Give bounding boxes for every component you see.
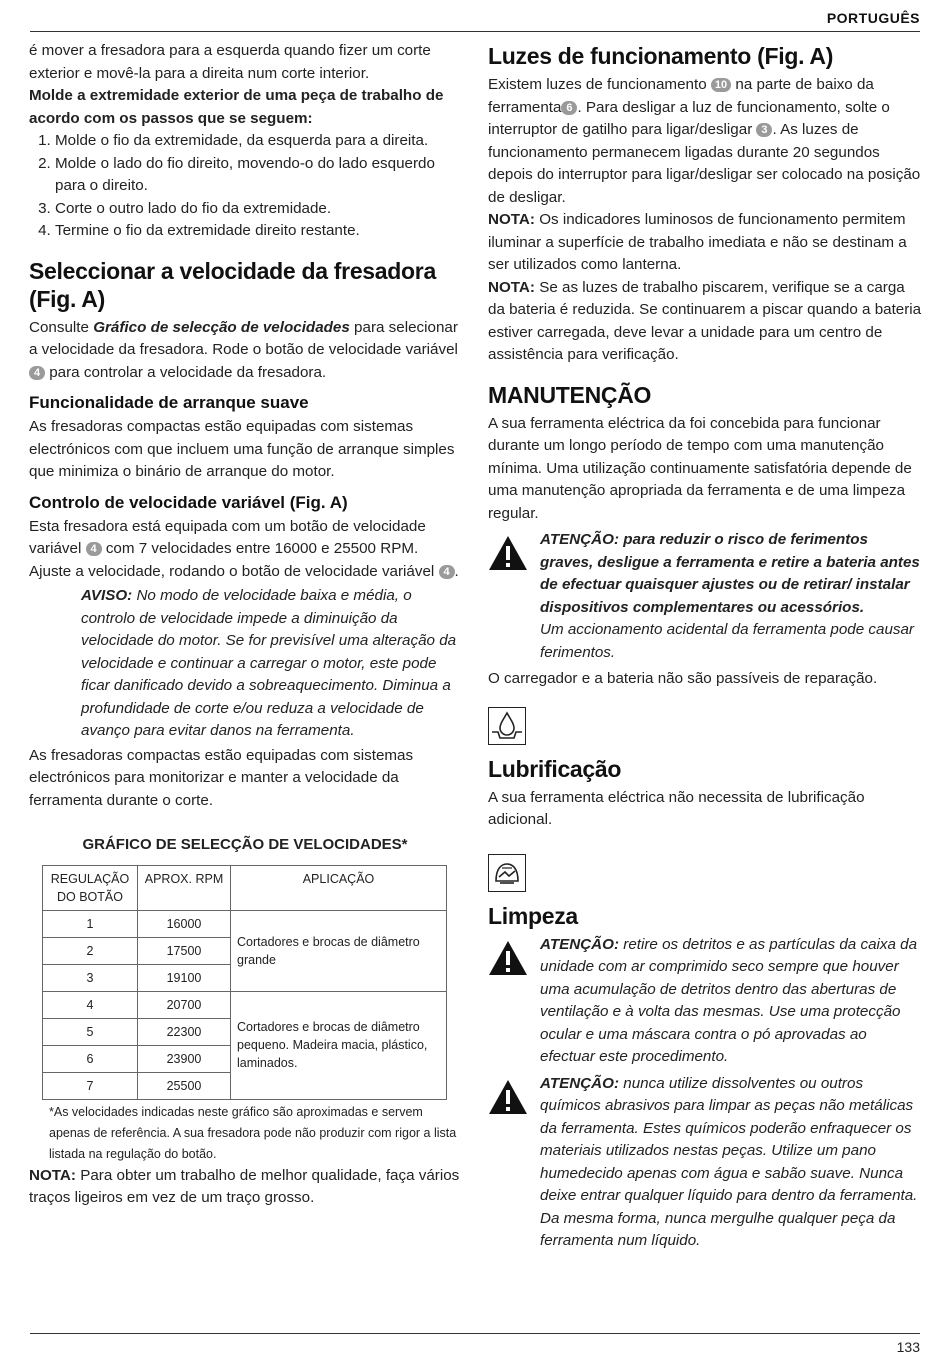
speed-text-4: para controlar a velocidade da fresadora. [49,363,327,381]
soft-start-paragraph: As fresadoras compactas estão equipadas com sistemas electrónicos com que incluem uma função de arranque simples que minimiza o binário de arranque do motor. [29,418,455,480]
table-header-row [43,865,447,910]
variable-speed-paragraph [29,516,461,584]
table-row [43,910,447,937]
nota-label: NOTA: [488,211,535,228]
cell-setting: 1 [43,910,138,937]
warning-text [540,1073,924,1253]
aviso-label: AVISO: [81,587,133,604]
table-footnote: *As velocidades indicadas neste gráfico são aproximadas e servem apenas de referência. A sua fresadora pode não produzir com rigor a lista listada na regulação do botão. [49,1104,457,1161]
aviso-text: No modo de velocidade baixa e média, o controlo de velocidade impede a diminuição da velocidade do motor. Se for previsível uma alteração da velocidade e continuar a carregar o motor, este pode ficar danificado devido a sobreaquecimento. Diminua a profundidade de corte e/ou reduza a velocidade de avanço para evitar danos na ferramenta. [81,587,457,739]
callout-badge: 4 [439,565,455,579]
footer-divider [30,1333,920,1334]
cell-rpm: 22300 [138,1018,231,1045]
speed-text-3: para selecionar a velocidade da fresadora. Rode o botão de velocidade variável [29,318,458,358]
warning-block [488,1073,924,1253]
variable-speed-title: Controlo de velocidade variável (Fig. A) [29,492,348,512]
nota-label: NOTA: [29,1166,76,1184]
warning-text: Um accionamento acidental da ferramenta pode causar ferimentos. [540,621,914,661]
cleaning-icon [488,854,526,892]
warning-triangle-icon [488,1079,528,1115]
header-divider [30,31,920,32]
lights-section-title: Luzes de funcionamento (Fig. A) [488,43,834,69]
page-number: 133 [896,1339,920,1355]
warning-triangle-icon [488,535,528,571]
nota-text: Se as luzes de trabalho piscarem, verifique se a carga da bateria é reduzida. Se continuarem a piscar quando a bateria estiver carregada, deve levar a unidade para um centro de assistência para verificação. [488,278,922,363]
var-text-3: . [454,562,459,580]
warning-strong-text: ATENÇÃO: para reduzir o risco de ferimentos graves, desligue a ferramenta e retire a bateria antes de efectuar quaisquer ajustes ou de retirar/ instalar dispositivos complementares ou acessórios. [540,531,920,616]
warning-label: ATENÇÃO: [540,1074,620,1092]
warning-body: retire os detritos e as partículas da caixa da unidade com ar comprimido seco sempre que houver uma acumulação de detritos dentro das aberturas de ventilação e à volta das mesmas. Use uma protecção ocular e uma máscara contra o pó aprovadas ao efectuar este procedimento. [540,935,918,1065]
nota-label: NOTA: [488,278,535,296]
intro-paragraph: é mover a fresadora para a esquerda quando fizer um corte exterior e movê-la para a direita num corte interior. [29,42,431,82]
cell-rpm: 16000 [138,910,231,937]
speed-chart-reference: Gráfico de selecção de velocidades [93,318,350,336]
header-rpm: APROX. RPM [138,865,231,910]
lights-text-3: . Para desligar a luz de funcionamento, solte o interruptor de gatilho para ligar/desligar [488,98,890,138]
speed-paragraph [29,317,461,385]
callout-badge: 4 [86,542,102,556]
list-item: 2. Molde o lado do fio direito, movendo-o do lado esquerdo para o direito. [55,153,461,198]
warning-label: ATENÇÃO: [540,935,620,953]
header-setting: REGULAÇÃO DO BOTÃO [43,865,138,910]
table-row [43,991,447,1018]
header-application: APLICAÇÃO [231,865,447,910]
cell-rpm: 20700 [138,991,231,1018]
cell-setting: 4 [43,991,138,1018]
lights-text-1: Existem luzes de funcionamento [488,76,707,93]
warning-block [488,529,924,664]
maintenance-title: MANUTENÇÃO [488,381,652,408]
maintenance-paragraph: A sua ferramenta eléctrica da foi concebida para funcionar durante um longo período de tempo com uma manutenção mínima. Uma utilização continuamente satisfatória depende de uma manutenção apropriada da ferramenta e de uma limpeza regular. [488,414,912,522]
soft-start-title: Funcionalidade de arranque suave [29,393,309,412]
var-text-2: com 7 velocidades entre 16000 e 25500 RPM. Ajuste a velocidade, rodando o botão de velocidade variável [29,540,435,580]
callout-badge: 6 [561,101,577,115]
cell-setting: 2 [43,937,138,964]
cell-setting: 3 [43,964,138,991]
aviso-note [81,585,461,743]
callout-badge: 10 [711,78,731,92]
lubrication-title: Lubrificação [488,755,622,782]
list-item: 4. Termine o fio da extremidade direito restante. [55,220,461,243]
warning-body: nunca utilize dissolventes ou outros químicos abrasivos para limpar as peças não metálicas da ferramenta. Estes químicos poderão enfraquecer os materiais utilizados nestas peças. Utilize um pano humedecido apenas com água e sabão suave. Nunca deixe entrar qualquer líquido para dentro da ferramenta. Da mesma forma, nunca mergulhe qualquer peça da ferramenta num líquido. [540,1074,918,1249]
cleaning-title: Limpeza [488,902,578,929]
mold-steps-list [29,130,461,243]
left-column [29,40,461,1210]
cell-rpm: 25500 [138,1072,231,1099]
var-text-1: Esta fresadora está equipada com um botão de velocidade variável [29,517,426,557]
callout-badge: 3 [756,123,772,137]
right-column [488,40,924,1257]
cell-setting: 5 [43,1018,138,1045]
callout-badge: 4 [29,366,45,380]
lights-text-2: na parte de baixo da ferramenta [488,76,874,116]
cell-rpm: 19100 [138,964,231,991]
list-item: 1. Molde o fio da extremidade, da esquerda para a direita. [55,130,461,153]
cell-setting: 7 [43,1072,138,1099]
nota-text: Para obter um trabalho de melhor qualidade, faça vários traços ligeiros em vez de um traço grosso. [29,1166,460,1206]
nota-text: Os indicadores luminosos de funcionamento permitem iluminar a superfície de trabalho imediata e não se destinam a ser utilizados como lanterna. [488,211,907,273]
cell-application-small: Cortadores e brocas de diâmetro pequeno. Madeira macia, plástico, laminados. [231,991,447,1099]
speed-table-title: GRÁFICO DE SELECÇÃO DE VELOCIDADES* [82,836,408,853]
speed-section-title: Seleccionar a velocidade da fresadora (Fig. A) [29,257,436,312]
monitor-paragraph: As fresadoras compactas estão equipadas com sistemas electrónicos para monitorizar e manter a velocidade da ferramenta durante o corte. [29,746,414,809]
mold-heading: Molde a extremidade exterior de uma peça de trabalho de acordo com os passos que se seguem: [29,87,444,127]
lights-note-1 [488,209,924,277]
warning-text [540,934,924,1069]
language-label: PORTUGUÊS [826,10,920,26]
cell-setting: 6 [43,1045,138,1072]
warning-block [488,934,924,1069]
charger-paragraph: O carregador e a bateria não são passíveis de reparação. [488,670,878,687]
lights-note-2 [488,277,924,367]
speed-text-1: Consulte [29,318,89,336]
lights-paragraph [488,74,924,209]
list-item: 3. Corte o outro lado do fio da extremidade. [55,198,461,221]
speed-selection-table [42,865,447,1100]
cell-application-large: Cortadores e brocas de diâmetro grande [231,910,447,991]
cell-rpm: 17500 [138,937,231,964]
lubrication-paragraph: A sua ferramenta eléctrica não necessita de lubrificação adicional. [488,788,865,828]
cell-rpm: 23900 [138,1045,231,1072]
lights-text-4: . As luzes de funcionamento permanecem ligadas durante 20 segundos depois do interruptor para ligar/desligar ser colocado na posição de desligar. [488,121,921,206]
lubrication-icon [488,707,526,745]
warning-triangle-icon [488,940,528,976]
nota-paragraph [29,1165,461,1210]
